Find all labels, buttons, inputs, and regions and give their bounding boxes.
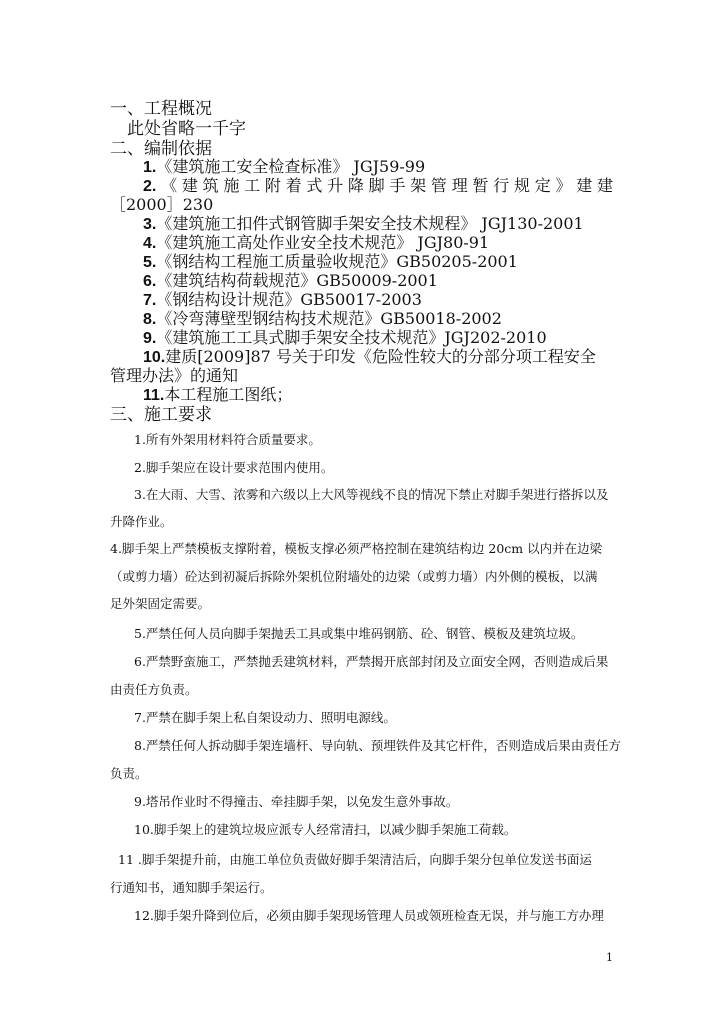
requirement-line: 10.脚手架上的建筑垃圾应派专人经常清扫，以减少脚手架施工荷载。 (134, 822, 517, 837)
requirement-line: 7.严禁在脚手架上私自架设动力、照明电源线。 (134, 710, 396, 725)
requirement-line: （或剪力墙）砼达到初凝后拆除外架机位附墙处的边梁（或剪力墙）内外侧的模板，以满 (110, 569, 598, 584)
section-2-title: 二、编制依据 (110, 139, 212, 159)
basis-text: 《建筑结构荷载规范》GB50009-2001 (156, 271, 438, 290)
basis-number: 11. (143, 387, 165, 404)
basis-number: 4. (143, 235, 157, 252)
section-1-body: 此处省略一千字 (127, 119, 246, 139)
basis-item (143, 173, 613, 196)
requirement-line: 4.脚手架上严禁模板支撑附着，模板支撑必须严格控制在建筑结构边 20cm 以内并在边梁 (110, 541, 603, 556)
basis-number: 6. (143, 273, 157, 290)
basis-number: 3. (143, 216, 157, 233)
requirement-line: 由责任方负责。 (110, 682, 198, 697)
page-number: 1 (606, 951, 613, 964)
section-1-title: 一、工程概况 (110, 99, 212, 119)
basis-number: 1. (143, 159, 157, 176)
basis-number: 9. (143, 330, 157, 347)
basis-number: 5. (143, 254, 157, 271)
basis-number: 2. (143, 178, 157, 195)
basis-text: 建质[2009]87 号关于印发《危险性较大的分部分项工程安全 (165, 347, 596, 366)
basis-continuation: ［2000］230 (110, 195, 214, 214)
basis-text: 《建筑施工附着式升降脚手架管理暂行规定》建建 (156, 176, 613, 195)
basis-text: 《建筑施工高处作业安全技术规范》 JGJ80-91 (156, 233, 490, 252)
basis-number: 7. (143, 292, 157, 309)
requirement-line: 3.在大雨、大雪、浓雾和六级以上大风等视线不良的情况下禁止对脚手架进行搭拆以及 (134, 487, 609, 502)
requirement-line: 负责。 (110, 766, 148, 781)
requirement-line: 1.所有外架用材料符合质量要求。 (134, 432, 321, 447)
requirement-line: 11 .脚手架提升前，由施工单位负责做好脚手架清洁后，向脚手架分包单位发送书面运 (118, 852, 592, 867)
requirement-line: 足外架固定需要。 (110, 596, 211, 611)
basis-text: 《建筑施工安全检查标准》 JGJ59-99 (156, 157, 426, 176)
basis-text: 《钢结构设计规范》GB50017-2003 (156, 290, 422, 309)
basis-text: 本工程施工图纸； (164, 385, 293, 404)
basis-continuation: 管理办法》的通知 (110, 366, 239, 385)
requirement-line: 12.脚手架升降到位后，必须由脚手架现场管理人员或领班检查无误，并与施工方办理 (134, 908, 604, 923)
basis-text: 《钢结构工程施工质量验收规范》GB50205-2001 (156, 252, 518, 271)
requirement-line: 6.严禁野蛮施工，严禁抛丢建筑材料，严禁揭开底部封闭及立面安全网，否则造成后果 (134, 654, 609, 669)
requirement-line: 8.严禁任何人拆动脚手架连墙杆、导向轨、预埋铁件及其它杆件，否则造成后果由责任方 (134, 738, 621, 753)
section-3-title: 三、施工要求 (110, 405, 212, 425)
requirement-line: 5.严禁任何人员向脚手架抛丢工具或集中堆码钢筋、砼、钢管、模板及建筑垃圾。 (134, 626, 584, 641)
basis-text: 《冷弯薄壁型钢结构技术规范》GB50018-2002 (156, 309, 502, 328)
basis-text: 《建筑施工扣件式钢管脚手架安全技术规程》 JGJ130-2001 (156, 214, 584, 233)
requirement-line: 行通知书，通知脚手架运行。 (110, 880, 273, 895)
requirement-line: 2.脚手架应在设计要求范围内使用。 (134, 460, 334, 475)
requirement-line: 升降作业。 (110, 514, 173, 529)
basis-number: 8. (143, 311, 157, 328)
requirement-line: 9.塔吊作业时不得撞击、牵挂脚手架，以免发生意外事故。 (134, 794, 459, 809)
basis-text: 《建筑施工工具式脚手架安全技术规范》JGJ202-2010 (156, 328, 547, 347)
basis-number: 10. (143, 349, 166, 366)
